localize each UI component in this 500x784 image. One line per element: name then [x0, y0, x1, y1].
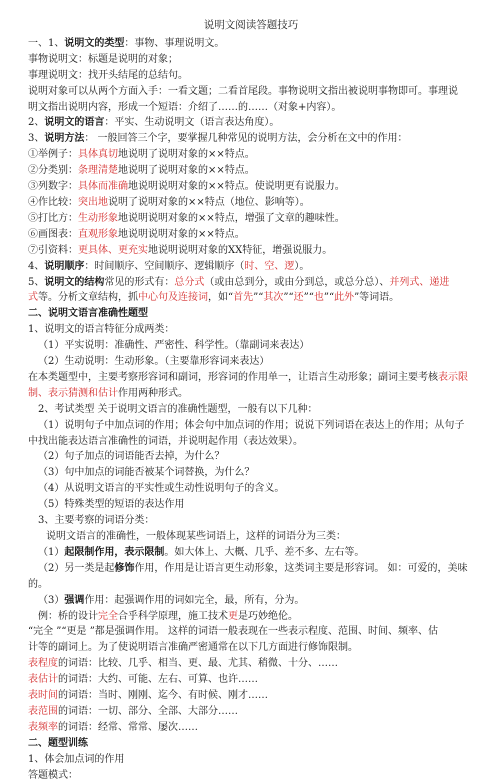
- bold-text: 二、题型训练: [28, 737, 88, 749]
- text-line: [28, 402, 474, 418]
- text-line: [28, 545, 474, 561]
- text-segment: 的词语：经常、常常、屡次……: [58, 721, 198, 733]
- text-line: [28, 68, 474, 84]
- text-segment: 常见的形式有：: [104, 276, 175, 288]
- text-line: [28, 465, 474, 481]
- text-segment: 。如大体上、大概、几乎、差不多、左右等。: [164, 546, 365, 558]
- highlight-text: 更具体、更充实: [78, 244, 148, 256]
- highlight-text: 总分式: [174, 276, 205, 288]
- highlight-text: 具体真切: [78, 149, 118, 161]
- text-line: [28, 481, 474, 497]
- text-segment: （或由总到分，或由分到总，或总分总）、: [204, 276, 390, 288]
- text-segment: 3、: [28, 133, 45, 145]
- highlight-text: 也: [313, 292, 324, 304]
- highlight-text: 此外: [334, 292, 355, 304]
- text-segment: 计等的副词上。为了使说明语言准确严密通常在以下几方面进行修饰限制。: [28, 642, 358, 654]
- text-line: [28, 36, 474, 52]
- text-segment: ：平实、生动说明文（语言表达角度）。: [104, 117, 280, 129]
- bold-text: 起限制作用，表示限制: [64, 546, 165, 558]
- text-segment: （3）句中加点的词能否被某个词替换，为什么？: [38, 467, 255, 479]
- text-segment: 明文指出说明内容，形成一个短语：介绍了……的……（对象+内容）。: [28, 101, 342, 113]
- text-segment: （1）: [38, 546, 65, 558]
- text-segment: ④作比较：: [28, 196, 78, 208]
- text-segment: 作用两种形式。: [118, 387, 188, 399]
- text-segment: （2）生动说明：生动形象。（主要靠形容词来表达）: [38, 356, 270, 368]
- bold-text: 二、说明文语言准确性题型: [28, 308, 148, 320]
- bold-text: 说明方法: [44, 133, 85, 145]
- bold-text: 说明顺序: [44, 260, 85, 272]
- text-segment: 事物说明文：标题是说明的对象；: [28, 53, 178, 65]
- highlight-text: 制、表示猜测和估计: [28, 387, 118, 399]
- text-line: [28, 609, 474, 625]
- bold-text: 强调: [64, 594, 85, 606]
- text-line: [28, 211, 474, 227]
- text-segment: ： 一般回答三个字，要掌握几种常见的说明方法，会分析在文中的作用：: [84, 133, 408, 145]
- text-segment: 等。分析文章结构，抓: [38, 292, 138, 304]
- text-line: [28, 275, 474, 291]
- text-line: [28, 561, 474, 577]
- text-segment: 1、体会加点词的作用: [28, 753, 125, 765]
- text-line: [28, 672, 474, 688]
- text-segment: （2）另一类是起: [38, 562, 115, 574]
- text-line: [28, 131, 474, 147]
- text-line: [28, 577, 474, 593]
- text-line: [28, 163, 474, 179]
- text-line: [28, 322, 474, 338]
- text-line: [28, 354, 474, 370]
- text-line: [28, 736, 474, 752]
- text-segment: ”“: [253, 292, 264, 304]
- text-segment: （3）: [38, 594, 65, 606]
- highlight-text: 表示限: [438, 371, 468, 383]
- text-segment: 说明文阅读答题技巧: [203, 19, 299, 31]
- text-segment: 作用：起强调作用的词如完全，最，所有，分为。: [84, 594, 305, 606]
- text-segment: （1）说明句子中加点词的作用；体会句中加点词的作用；说说下列词语在表达上的作用；从句子: [38, 419, 465, 431]
- text-segment: ”等词语。: [354, 292, 400, 304]
- text-segment: ，如“: [208, 292, 234, 304]
- text-segment: （1）平实说明：准确性、严密性、科学性。（靠副词来表达）: [38, 340, 310, 352]
- highlight-text: 并列式、递进: [389, 276, 450, 288]
- text-line: [28, 306, 474, 322]
- text-line: [28, 624, 474, 640]
- text-line: [28, 497, 474, 513]
- text-segment: ”“: [303, 292, 314, 304]
- text-line: [28, 338, 474, 354]
- highlight-text: 式: [28, 292, 38, 304]
- text-line: [28, 768, 474, 784]
- text-segment: 答题模式：: [28, 769, 78, 781]
- text-line: [28, 688, 474, 704]
- text-segment: 说明文语言的准确性，一般体现某些词语上，这样的词语分为三类：: [46, 531, 346, 542]
- text-segment: （2）句子加点的词语能否去掉，为什么？: [38, 451, 225, 463]
- text-segment: 合乎科学原理，施工技术: [118, 610, 228, 622]
- text-segment: ：事物、事理说明文。: [124, 37, 225, 49]
- document-title: [28, 18, 474, 34]
- bold-text: 修饰: [114, 562, 135, 574]
- text-segment: （5）特殊类型的短语的表达作用: [38, 499, 185, 511]
- highlight-text: 表: [28, 658, 38, 670]
- text-line: [28, 179, 474, 195]
- text-line: [28, 290, 474, 306]
- bold-text: 说明文的语言: [44, 117, 105, 129]
- text-line: [28, 513, 474, 529]
- text-segment: 的词语：一切、部分、全部、大部分……: [58, 705, 238, 717]
- text-segment: 地说明说明对象的××特点。: [118, 228, 245, 240]
- text-segment: 地说明了说明对象的××特点。: [118, 165, 255, 177]
- text-segment: 事理说明文：找开头结尾的总结句。: [28, 69, 188, 81]
- highlight-text: 首先: [233, 292, 254, 304]
- text-segment: 地说明了说明对象的××特点。: [118, 149, 255, 161]
- highlight-text: 生动形象: [78, 212, 118, 224]
- highlight-text: 条理清楚: [78, 165, 118, 177]
- text-line: [28, 529, 474, 545]
- text-segment: 地说明说明对象的××特点。使说明更有说服力。: [128, 181, 345, 193]
- text-segment: 说明了说明对象的××特点（地位、影响等）。: [108, 196, 310, 208]
- text-segment: 一、1、: [28, 37, 65, 49]
- highlight-text: 时、空、逻: [244, 260, 295, 272]
- text-line: [28, 640, 474, 656]
- highlight-text: 直观形象: [78, 228, 118, 240]
- text-segment: 在本类题型中，主要考察形容词和副词，形容词的作用单一，让语言生动形象；副词主要考核: [28, 371, 438, 383]
- text-segment: 的词语：当时、刚刚、迄今、有时候、刚才……: [58, 690, 268, 702]
- text-segment: 地说明说明对象的XX特征，增强说服力。: [148, 244, 333, 256]
- text-line: [28, 259, 474, 275]
- text-segment: 地说明说明对象的××特点，增强了文章的趣味性。: [118, 212, 345, 224]
- text-line: [28, 449, 474, 465]
- text-segment: ”“: [323, 292, 335, 304]
- highlight-text: 更: [228, 610, 238, 622]
- text-segment: 3、主要考察的词语分类：: [38, 515, 155, 527]
- text-line: [28, 147, 474, 163]
- text-segment: ③列数字：: [28, 181, 78, 193]
- text-line: [28, 195, 474, 211]
- highlight-text: 完全: [98, 610, 118, 622]
- highlight-text: 还: [293, 292, 304, 304]
- highlight-text: 具体而准确: [78, 181, 128, 193]
- text-line: [28, 227, 474, 243]
- text-segment: 例：桥的设计: [38, 610, 98, 622]
- text-segment: 是巧妙绝伦。: [238, 610, 298, 622]
- highlight-text: 表范围: [28, 705, 58, 717]
- highlight-text: 表时间: [28, 690, 58, 702]
- text-segment: 的词语：比较、几乎、相当、更、最、尤其、稍微、十分、……: [58, 658, 338, 670]
- text-line: [28, 386, 474, 402]
- text-segment: 的词语：大约、可能、左右、可算、也许……: [58, 674, 258, 686]
- text-line: [28, 52, 474, 68]
- text-line: [28, 418, 474, 434]
- highlight-text: 表估计: [28, 674, 58, 686]
- text-segment: ⑦引资料：: [28, 244, 78, 256]
- text-line: [28, 434, 474, 450]
- text-segment: （4）从说明文语言的平实性或生动性说明句子的含义。: [38, 483, 285, 495]
- text-segment: 4、: [28, 260, 45, 272]
- text-segment: ①举例子：: [28, 149, 78, 161]
- text-line: [28, 720, 474, 736]
- text-segment: 2、考试类型 关于说明文语言的准确性题型，一般有以下几种：: [38, 403, 318, 415]
- text-segment: ”“: [283, 292, 294, 304]
- text-line: [28, 370, 474, 386]
- text-line: [28, 100, 474, 116]
- text-line: [28, 593, 474, 609]
- text-segment: “完全 ”“更是 ”都是强调作用。 这样的词语一般表现在一些表示程度、范围、时间、频率、估: [28, 626, 438, 638]
- text-segment: 2、: [28, 117, 45, 129]
- text-segment: 的。: [28, 578, 48, 590]
- text-segment: 中找出能表达语言准确性的词语，并说明起作用（表达效果）。: [28, 435, 303, 447]
- text-segment: 1、说明文的语言特征分成两类：: [28, 324, 175, 336]
- text-segment: 作用，作用是让语言更生动形象，这类词主要是形容词。 如：可爱的，美味: [134, 562, 468, 574]
- text-segment: 5、: [28, 276, 45, 288]
- highlight-text: 程度: [38, 658, 58, 670]
- highlight-text: 其次: [263, 292, 284, 304]
- text-segment: ）。: [294, 260, 310, 272]
- text-segment: 说明对象可以从两个方面入手：一看文题；二看首尾段。事物说明文指出被说明事物即可。事理说: [28, 85, 458, 97]
- highlight-text: 表频率: [28, 721, 58, 733]
- text-line: [28, 656, 474, 672]
- bold-text: 说明文的类型: [64, 37, 125, 49]
- text-segment: ：时间顺序、空间顺序、逻辑顺序（: [84, 260, 245, 272]
- text-line: [28, 752, 474, 768]
- text-segment: ②分类别：: [28, 165, 78, 177]
- text-line: [28, 115, 474, 131]
- highlight-text: 突出地: [78, 196, 108, 208]
- text-line: [28, 243, 474, 259]
- text-line: [28, 84, 474, 100]
- text-line: [28, 704, 474, 720]
- text-segment: ⑥画图表：: [28, 228, 78, 240]
- bold-text: 说明文的结构: [44, 276, 105, 288]
- highlight-text: 中心句及连接词: [138, 292, 208, 304]
- text-segment: ⑤打比方：: [28, 212, 78, 224]
